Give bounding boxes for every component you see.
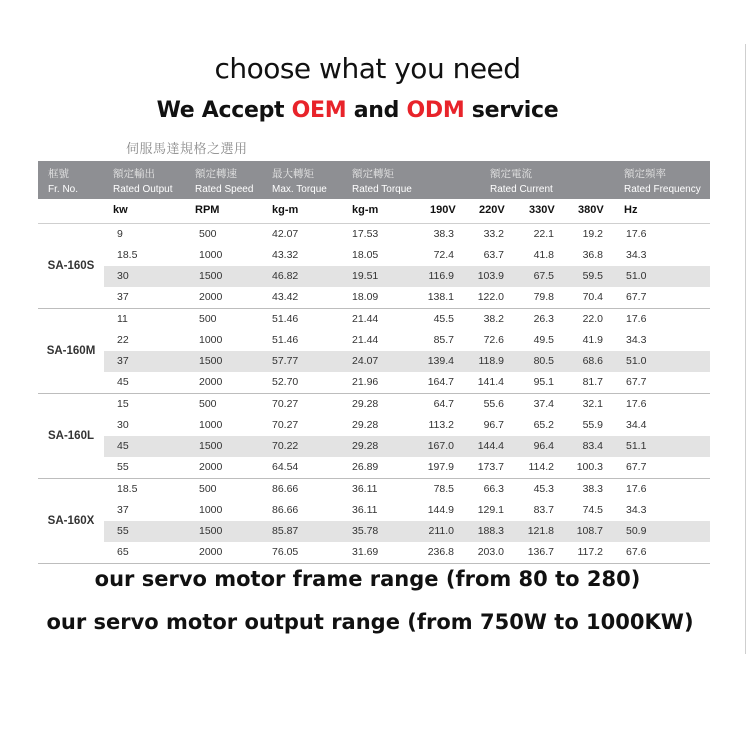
cell-c220: 66.3 — [483, 483, 504, 495]
right-divider-line — [745, 44, 746, 654]
cell-hz: 51.1 — [626, 440, 647, 452]
cell-c330: 22.1 — [533, 228, 554, 240]
cell-c380: 117.2 — [577, 546, 603, 558]
cell-rated: 29.28 — [352, 398, 379, 410]
cell-hz: 17.6 — [626, 228, 647, 240]
cell-c190: 164.7 — [427, 376, 454, 388]
unit-max-torque: kg-m — [272, 204, 299, 216]
cell-c330: 37.4 — [533, 398, 554, 410]
cell-c330: 67.5 — [533, 270, 554, 282]
unit-kw: kw — [113, 204, 128, 216]
cell-hz: 17.6 — [626, 398, 647, 410]
cell-c190: 211.0 — [428, 525, 454, 537]
cell-c220: 203.0 — [477, 546, 504, 558]
cell-c330: 136.7 — [527, 546, 554, 558]
cell-rated: 18.05 — [352, 249, 379, 261]
model-group — [38, 394, 710, 479]
table-header — [38, 161, 710, 199]
cell-rated: 36.11 — [352, 504, 378, 516]
cell-c190: 167.0 — [427, 440, 454, 452]
table-row — [38, 351, 710, 372]
cell-kw: 30 — [117, 419, 129, 431]
cell-c190: 138.1 — [427, 291, 454, 303]
headline: choose what you need — [214, 52, 521, 85]
model-label: SA-160X — [38, 479, 104, 563]
table-row — [38, 266, 710, 287]
cell-c330: 79.8 — [533, 291, 554, 303]
header-current: 額定電流 Rated Current — [490, 168, 553, 195]
cell-rpm: 2000 — [199, 376, 223, 388]
cell-c380: 32.1 — [582, 398, 603, 410]
table-row — [38, 500, 710, 521]
cell-rated: 21.96 — [352, 376, 379, 388]
cell-c220: 188.3 — [477, 525, 504, 537]
cell-c330: 80.5 — [533, 355, 554, 367]
cell-c380: 59.5 — [582, 270, 603, 282]
cell-max: 46.82 — [272, 270, 299, 282]
cell-hz: 17.6 — [626, 313, 647, 325]
unit-190v: 190V — [430, 204, 456, 216]
table-row — [38, 457, 710, 478]
table-row — [38, 245, 710, 266]
cell-hz: 50.9 — [626, 525, 647, 537]
cell-kw: 15 — [117, 398, 129, 410]
cell-c190: 116.9 — [428, 270, 454, 282]
unit-rated-torque: kg-m — [352, 204, 379, 216]
cell-kw: 45 — [117, 440, 129, 452]
cell-max: 70.27 — [272, 419, 299, 431]
unit-rpm: RPM — [195, 204, 220, 216]
cell-rated: 21.44 — [352, 313, 379, 325]
cell-c380: 70.4 — [582, 291, 603, 303]
table-row — [38, 309, 710, 330]
table-row — [38, 415, 710, 436]
cell-kw: 65 — [117, 546, 129, 558]
unit-220v: 220V — [479, 204, 505, 216]
unit-hz: Hz — [624, 204, 638, 216]
cell-c190: 78.5 — [433, 483, 454, 495]
cell-rated: 19.51 — [352, 270, 379, 282]
cell-rpm: 500 — [199, 228, 217, 240]
accept-middle: and — [346, 98, 407, 123]
cell-c380: 81.7 — [582, 376, 603, 388]
cell-rpm: 1000 — [199, 334, 223, 346]
cell-c380: 22.0 — [582, 313, 603, 325]
cell-rated: 24.07 — [352, 355, 379, 367]
cell-c330: 114.2 — [528, 461, 554, 473]
cell-c220: 141.4 — [477, 376, 504, 388]
cell-c330: 83.7 — [533, 504, 554, 516]
cell-rated: 17.53 — [352, 228, 379, 240]
table-row — [38, 436, 710, 457]
cell-max: 43.42 — [272, 291, 299, 303]
cell-hz: 51.0 — [626, 270, 647, 282]
cell-kw: 37 — [117, 504, 129, 516]
table-row — [38, 372, 710, 393]
cell-c330: 95.1 — [533, 376, 554, 388]
cell-rpm: 1500 — [199, 525, 223, 537]
cell-rated: 31.69 — [352, 546, 379, 558]
cell-rpm: 500 — [199, 398, 217, 410]
cell-c330: 45.3 — [533, 483, 554, 495]
cell-c190: 236.8 — [427, 546, 454, 558]
cell-rpm: 1000 — [199, 504, 223, 516]
cell-c220: 118.9 — [478, 355, 504, 367]
cell-max: 57.77 — [272, 355, 299, 367]
table-row — [38, 287, 710, 308]
cell-rpm: 500 — [199, 483, 217, 495]
cell-max: 51.46 — [272, 334, 299, 346]
cell-kw: 55 — [117, 525, 129, 537]
cell-rpm: 2000 — [199, 291, 223, 303]
cell-c380: 68.6 — [582, 355, 603, 367]
cell-c220: 144.4 — [477, 440, 504, 452]
oem-text: OEM — [291, 98, 347, 123]
cell-c190: 144.9 — [427, 504, 454, 516]
header-output: 額定輸出 Rated Output — [113, 168, 173, 195]
cell-rated: 36.11 — [352, 483, 378, 495]
table-row — [38, 521, 710, 542]
header-speed: 額定轉速 Rated Speed — [195, 168, 254, 195]
cell-rated: 35.78 — [352, 525, 379, 537]
cell-rated: 18.09 — [352, 291, 379, 303]
unit-330v: 330V — [529, 204, 555, 216]
cell-c220: 72.6 — [483, 334, 504, 346]
cell-hz: 51.0 — [626, 355, 647, 367]
cell-rated: 26.89 — [352, 461, 379, 473]
model-label: SA-160L — [38, 394, 104, 478]
cell-c190: 197.9 — [427, 461, 454, 473]
cell-hz: 67.7 — [626, 376, 647, 388]
cell-c380: 55.9 — [582, 419, 603, 431]
cell-kw: 9 — [117, 228, 123, 240]
cell-hz: 34.3 — [626, 504, 647, 516]
table-row — [38, 479, 710, 500]
cell-hz: 67.7 — [626, 461, 647, 473]
table-body — [38, 224, 710, 564]
accept-suffix: service — [464, 98, 559, 123]
cell-hz: 34.3 — [626, 334, 647, 346]
frame-range-note: our servo motor frame range (from 80 to 280) — [94, 567, 641, 591]
cell-c220: 38.2 — [483, 313, 504, 325]
oem-odm-banner — [0, 98, 715, 123]
cell-rpm: 2000 — [199, 546, 223, 558]
cell-max: 86.66 — [272, 504, 299, 516]
cell-c220: 55.6 — [483, 398, 504, 410]
cell-rated: 21.44 — [352, 334, 379, 346]
cell-max: 85.87 — [272, 525, 299, 537]
cell-kw: 22 — [117, 334, 129, 346]
servo-spec-table — [38, 161, 710, 564]
table-row — [38, 394, 710, 415]
output-range-note: our servo motor output range (from 750W to 1000KW) — [46, 610, 694, 634]
cell-max: 70.27 — [272, 398, 299, 410]
cell-kw: 11 — [117, 313, 128, 325]
cell-c380: 100.3 — [576, 461, 603, 473]
table-row — [38, 224, 710, 245]
cell-rpm: 1500 — [199, 355, 223, 367]
cell-rpm: 1500 — [199, 440, 223, 452]
cell-c330: 65.2 — [533, 419, 554, 431]
cell-c330: 96.4 — [533, 440, 554, 452]
accept-prefix: We Accept — [156, 98, 292, 123]
cell-c380: 74.5 — [582, 504, 603, 516]
table-title: 伺服馬達規格之選用 — [126, 142, 248, 157]
cell-kw: 37 — [117, 355, 129, 367]
cell-c190: 113.2 — [428, 419, 454, 431]
model-label: SA-160M — [38, 309, 104, 393]
cell-c220: 103.9 — [477, 270, 504, 282]
cell-c380: 38.3 — [582, 483, 603, 495]
units-row — [38, 199, 710, 224]
cell-c330: 49.5 — [533, 334, 554, 346]
cell-hz: 34.3 — [626, 249, 647, 261]
cell-c190: 139.4 — [427, 355, 454, 367]
model-label: SA-160S — [38, 224, 104, 308]
cell-c190: 85.7 — [433, 334, 454, 346]
cell-hz: 34.4 — [626, 419, 647, 431]
cell-c190: 72.4 — [433, 249, 454, 261]
cell-kw: 18.5 — [117, 483, 138, 495]
cell-rpm: 1500 — [199, 270, 223, 282]
cell-c330: 41.8 — [533, 249, 554, 261]
cell-rpm: 2000 — [199, 461, 223, 473]
cell-kw: 18.5 — [117, 249, 138, 261]
cell-c190: 38.3 — [433, 228, 454, 240]
cell-kw: 45 — [117, 376, 129, 388]
cell-c220: 173.7 — [477, 461, 504, 473]
table-row — [38, 330, 710, 351]
header-rated-torque: 額定轉矩 Rated Torque — [352, 168, 412, 195]
cell-rated: 29.28 — [352, 419, 379, 431]
cell-kw: 37 — [117, 291, 129, 303]
odm-text: ODM — [406, 98, 465, 123]
cell-c380: 83.4 — [582, 440, 603, 452]
cell-kw: 55 — [117, 461, 129, 473]
cell-c190: 64.7 — [433, 398, 454, 410]
cell-rated: 29.28 — [352, 440, 379, 452]
cell-max: 51.46 — [272, 313, 299, 325]
header-max-torque: 最大轉矩 Max. Torque — [272, 168, 327, 195]
cell-c190: 45.5 — [433, 313, 454, 325]
cell-rpm: 1000 — [199, 419, 223, 431]
cell-c380: 36.8 — [582, 249, 603, 261]
cell-rpm: 500 — [199, 313, 217, 325]
model-group — [38, 224, 710, 309]
cell-c220: 33.2 — [483, 228, 504, 240]
unit-380v: 380V — [578, 204, 604, 216]
cell-kw: 30 — [117, 270, 129, 282]
cell-c330: 26.3 — [533, 313, 554, 325]
cell-c220: 129.1 — [477, 504, 504, 516]
cell-c220: 122.0 — [477, 291, 504, 303]
cell-rpm: 1000 — [199, 249, 223, 261]
cell-max: 86.66 — [272, 483, 299, 495]
cell-hz: 67.6 — [626, 546, 647, 558]
model-group — [38, 479, 710, 564]
cell-c380: 108.7 — [576, 525, 603, 537]
model-group — [38, 309, 710, 394]
cell-c220: 63.7 — [483, 249, 504, 261]
cell-max: 52.70 — [272, 376, 299, 388]
cell-max: 70.22 — [272, 440, 299, 452]
cell-hz: 17.6 — [626, 483, 647, 495]
header-frame: 框號 Fr. No. — [48, 168, 79, 195]
cell-c380: 19.2 — [582, 228, 603, 240]
cell-max: 42.07 — [272, 228, 299, 240]
cell-hz: 67.7 — [626, 291, 647, 303]
cell-c220: 96.7 — [483, 419, 504, 431]
header-frequency: 額定頻率 Rated Frequency — [624, 168, 701, 195]
table-row — [38, 542, 710, 563]
cell-max: 64.54 — [272, 461, 299, 473]
cell-c330: 121.8 — [527, 525, 554, 537]
cell-c380: 41.9 — [582, 334, 603, 346]
cell-max: 43.32 — [272, 249, 299, 261]
cell-max: 76.05 — [272, 546, 299, 558]
